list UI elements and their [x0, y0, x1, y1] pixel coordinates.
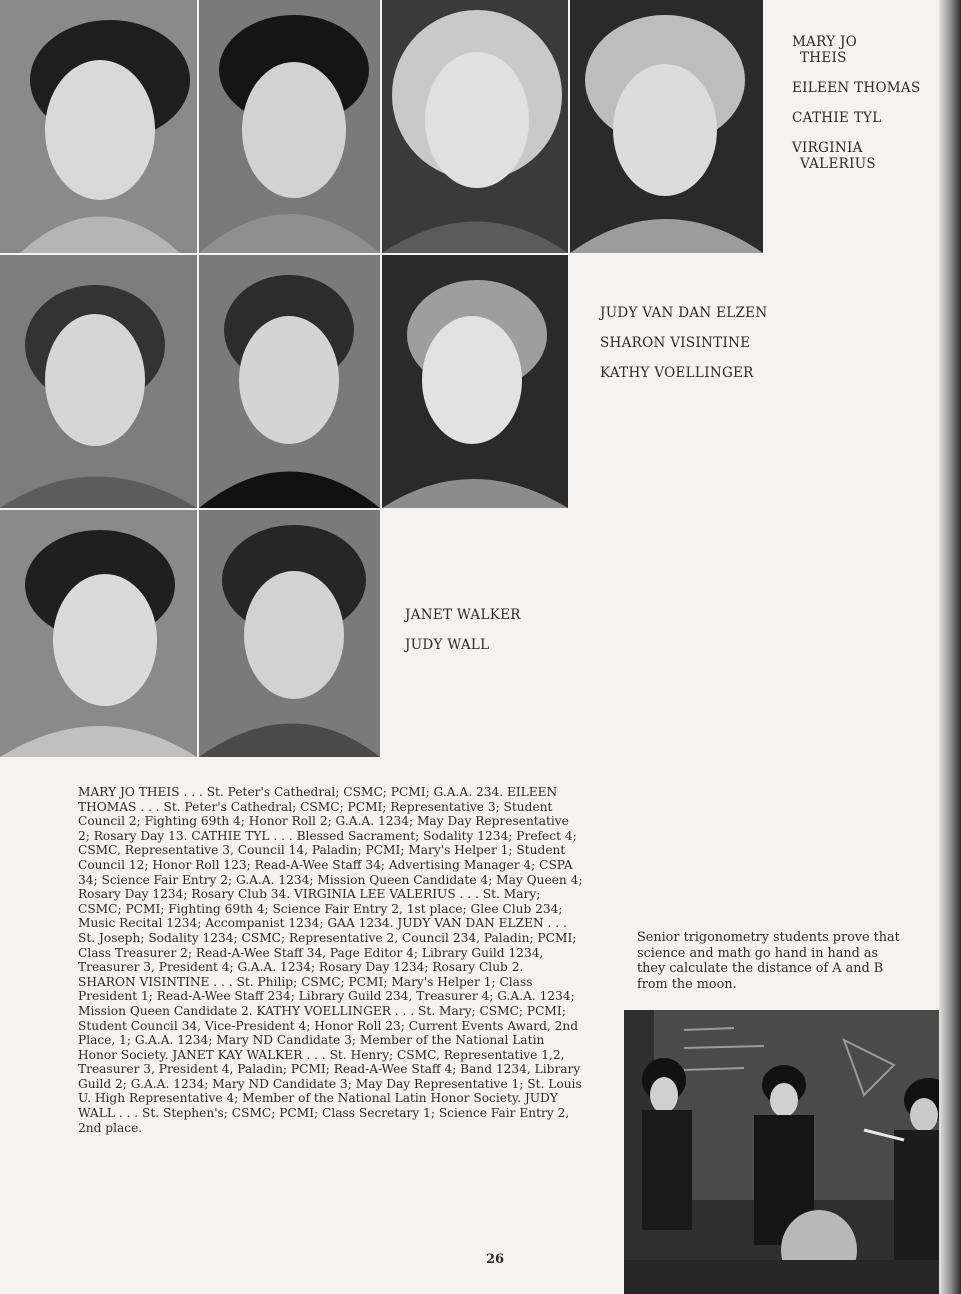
senior-biographies: MARY JO THEIS . . . St. Peter's Cathedral; CSMC; PCMI; G.A.A. 234. EILEEN THOMAS . . . St. Peter's Cathedral; CSMC; PCMI; Representative 3; Student Council 2; Fighting 69th 4; Honor Roll 2; G.A.A. 1234; May Day Representative 2; Rosary Day 13. CATHIE TYL . . . Blessed Sacrament; Sodality 1234; Prefect 4; CSMC, Representative 3, Council 14, Paladin; PCMI; Mary's Helper 1; Student Council 12; Honor Roll 123; Read-A-Wee Staff 34; Advertising Manager 4; CSPA 34; Science Fair Entry 2; G.A.A. 1234; Mission Queen Candidate 4; May Queen 4; Rosary Day 1234; Rosary Club 34. VIRGINIA LEE VALERIUS . . . St. Mary; CSMC; PCMI; Fighting 69th 4; Science Fair Entry 2, 1st place; Glee Club 234; Music Recital 1234; Accompanist 1234; GAA 1234. JUDY VAN DAN ELZEN . . . St. Joseph; Sodality 1234; CSMC; Representative 2, Council 234, Paladin; PCMI; Class Treasurer 2; Read-A-Wee Staff 34, Page Editor 4; Library Guild 1234, Treasurer 3, President 4; G.A.A. 1234; Rosary Day 1234; Rosary Club 2. SHARON VISINTINE . . . St. Philip; CSMC; PCMI; Mary's Helper 1; Class President 1; Read-A-Wee Staff 234; Library Guild 234, Treasurer 4; G.A.A. 1234; Mission Queen Candidate 2. KATHY VOELLINGER . . . St. Mary; CSMC; PCMI; Student Council 34, Vice-President 4; Honor Roll 23; Current Events Award, 2nd Place, 1; G.A.A. 1234; Mary ND Candidate 3; Member of the National Latin Honor Society. JANET KAY WALKER . . . St. Henry; CSMC, Representative 1,2, Treasurer 3, President 4, Paladin; PCMI; Read-A-Wee Staff 4; Band 1234, Library Guild 2; G.A.A. 1234; Mary ND Candidate 3; May Day Representative 1; St. Louis U. High Representative 4; Member of the National Latin Honor Society. JUDY WALL . . . St. Stephen's; CSMC; PCMI; Class Secretary 1; Science Fair Entry 2, 2nd place. [78, 785, 583, 1135]
name-line: SHARON VISINTINE [600, 335, 751, 351]
name-line: JANET WALKER [405, 607, 521, 623]
name-line: JUDY WALL [405, 637, 490, 653]
portrait-virginia-valerius [570, 0, 763, 253]
portrait-kathy-voellinger [382, 255, 568, 508]
book-spine-shadow [939, 0, 961, 1294]
portrait-cathie-tyl [382, 0, 568, 253]
portrait-janet-walker [0, 510, 197, 757]
portrait-judy-van-dan-elzen [0, 255, 197, 508]
name-list-row-1 [792, 34, 921, 172]
classroom-photo [624, 1010, 961, 1294]
name-line: KATHY VOELLINGER [600, 365, 754, 381]
portrait-mary-jo-theis [0, 0, 197, 253]
name-list-row-3 [405, 607, 521, 653]
name-line: VIRGINIA [792, 140, 863, 156]
portrait-eileen-thomas [199, 0, 380, 253]
photo-caption: Senior trigonometry students prove that science and math go hand in hand as they calculate the distance of A and B from the moon. [637, 930, 900, 992]
name-line: EILEEN THOMAS [792, 80, 921, 96]
name-line: CATHIE TYL [792, 110, 882, 126]
name-line: MARY JO [792, 34, 858, 50]
name-line: THEIS [800, 50, 847, 66]
page-number: 26 [486, 1252, 505, 1267]
portrait-judy-wall [199, 510, 380, 757]
portrait-sharon-visintine [199, 255, 380, 508]
name-line: JUDY VAN DAN ELZEN [600, 305, 768, 321]
name-line: VALERIUS [800, 156, 876, 172]
name-list-row-2 [600, 305, 767, 381]
